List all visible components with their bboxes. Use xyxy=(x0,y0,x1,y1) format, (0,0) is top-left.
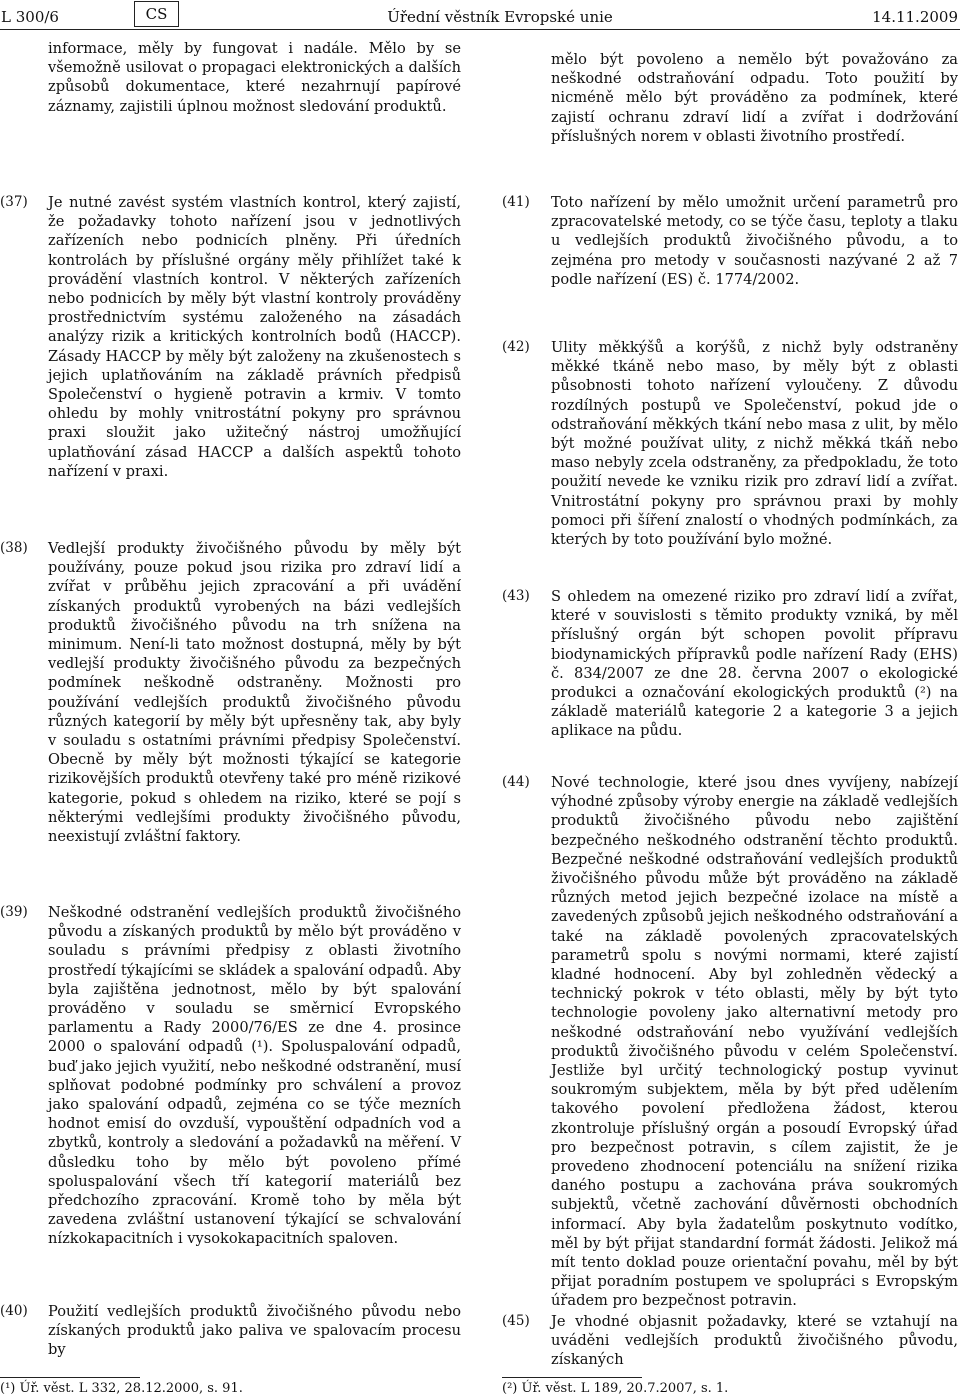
footnote: (²) Úř. věst. L 189, 20.7.2007, s. 1. xyxy=(502,1381,729,1396)
recital-number: (39) xyxy=(0,904,28,920)
page-header xyxy=(0,0,960,34)
recital-number: (41) xyxy=(502,194,530,210)
footnote-rule xyxy=(0,1377,140,1378)
journal-title: Úřední věstník Evropské unie xyxy=(387,8,613,26)
page-reference: L 300/6 xyxy=(1,8,59,26)
footnote-rule xyxy=(502,1377,642,1378)
recital-text: Je vhodné objasnit požadavky, které se vztahují na uváděni vedlejších produktů živočišného původu, získaných xyxy=(551,1313,958,1369)
issue-date: 14.11.2009 xyxy=(872,8,958,26)
recital-text: Vedlejší produkty živočišného původu by měly být používány, pouze pokud jsou rizika pro zdraví lidí a zvířat v průběhu jejich zpracování a při uvádění získaných produktů vyrobených na bázi vedlejších produktů živočišného původu na trh snížena na minimum. Není-li tato možnost dostupná, měly by být vedlejší produkty živočišného původu za bezpečných podmínek neškodně odstraněny. Možnosti pro používání vedlejších produktů živočišného původu různých kategorií by měly být upřesněny tak, aby byly v souladu s ostatními právními předpisy Společenství. Obecně by měly být možnosti týkající se kategorie rizikovějších produktů otevřeny také pro méně rizikové kategorie, pokud s ohledem na riziko, které se pojí s některými vedlejšími produkty živočišného původu, neexistují zvláštní faktory. xyxy=(48,540,461,846)
recital-text: Nové technologie, které jsou dnes vyvíjeny, nabízejí výhodné způsoby výroby energie na základě vedlejších produktů živočišného původu nebo zajištění bezpečného neškodného odstranění těchto produktů. Bezpečné neškodné odstraňování vedlejších produktů živočišného původu může být prováděno na základě různých metod jejich bezpečné izolace na místě a zavedených způsobů jejich neškodného odstraňování a také na základě povolených zpracovatelských parametrů spolu s novými normami, které zajistí kladné hodnocení. Aby byl zohledněn vědecký a technický pokrok v této oblasti, měly by být tyto technologie povoleny jako alternativní metody pro neškodné odstraňování nebo využívání vedlejších produktů živočišného původu v celém Společenství. Jestliže byl určitý technologický postup vyvinut soukromým subjektem, měla by být před udělením takového povolení předložena žádost, kterou zkontroluje příslušný orgán a posoudí Evropský úřad pro bezpečnost potravin, s cílem zajistit, že je provedeno zhodnocení potenciálu na snížení rizika daného postupu a zachována práva soukromých subjektů, včetně zachování důvěrnosti obchodních informací. Aby byla žadatelům poskytnuto vodítko, měl by být přijat standardní formát žádosti. Jelikož má mít tento doklad pouze orientační povahu, měl by být přijat poradním postupem ve spolupráci s Evropským úřadem pro bezpečnost potravin. xyxy=(551,774,958,1310)
left-continuation-text: informace, měly by fungovat i nadále. Mělo by se všemožně usilovat o propagaci elektronických a dalších způsobů dokumentace, které nezahrnují papírové záznamy, zajistili úplnou možnost sledování produktů. xyxy=(48,40,461,115)
recital-text: Neškodné odstranění vedlejších produktů živočišného původu a získaných produktů by mělo být prováděno v souladu s právními předpisy z oblasti životního prostředí týkajícími se skládek a spalování odpadů. Aby byla zajištěna jednotnost, mělo by být spalování prováděno v souladu se směrnicí Evropského parlamentu a Rady 2000/76/ES ze dne 4. prosince 2000 o spalování odpadů (¹). Spoluspalování odpadů, buď jako jejich využití, nebo neškodné odstranění, musí splňovat podobné podmínky pro schválení a provoz jako spalování odpadů, zejména co se týče mezních hodnot emisí do ovzduší, vypouštění odpadních vod a zbytků, kontroly a sledování a požadavků na měření. V důsledku toho by mělo být povoleno přímé spoluspalování všech tří kategorií materiálů bez předchozího zpracování. Kromě toho by měla být zavedena zvláštní ustanovení týkající se schvalování nízkokapacitních i vysokokapacitních spaloven. xyxy=(48,904,461,1248)
recital-number: (40) xyxy=(0,1303,28,1319)
recital-number: (37) xyxy=(0,194,28,210)
recital-number: (43) xyxy=(502,588,530,604)
recital-number: (42) xyxy=(502,339,530,355)
recital-text: Toto nařízení by mělo umožnit určení parametrů pro zpracovatelské metody, co se týče času, teploty a tlaku u vedlejších produktů živočišného původu, a to zejména pro metody v současnosti nazývané 2 až 7 podle nařízení (ES) č. 1774/2002. xyxy=(551,194,958,288)
footnote: (¹) Úř. věst. L 332, 28.12.2000, s. 91. xyxy=(0,1381,243,1396)
recital-number: (38) xyxy=(0,540,28,556)
recital-text: Ulity měkkýšů a korýšů, z nichž byly odstraněny měkké tkáně nebo maso, by měly být z oblasti působnosti tohoto nařízení vyloučeny. Z důvodu rozdílných postupů ve Společenství, pokud jde o odstraňování měkkých tkání nebo masa z ulit, by mělo být možné používat ulity, z nichž měkká tkáň nebo maso nebyly zcela odstraněny, za předpokladu, že toto použití nevede ke vzniku rizik pro zdraví lidí a zvířat. Vnitrostátní pokyny pro správnou praxi by mohly pomoci při šíření znalostí o vhodných podmínkách, za kterých by toto používání bylo možné. xyxy=(551,339,958,549)
recital-text: S ohledem na omezené riziko pro zdraví lidí a zvířat, které v souvislosti s těmito produkty vzniká, by měl příslušný orgán být schopen povolit přípravu biodynamických přípravků podle nařízení Rady (EHS) č. 834/2007 ze dne 28. června 2007 o ekologické produkci a označování ekologických produktů (²) na základě materiálů kategorie 2 a kategorie 3 a jejich aplikace na půdu. xyxy=(551,588,958,740)
right-continuation-text: mělo být povoleno a nemělo být považováno za neškodné odstraňování odpadu. Toto použití by nicméně mělo být prováděno za podmínek, které zajistí ochranu zdraví lidí a zvířat i dodržování příslušných norem v oblasti životního prostředí. xyxy=(551,51,958,145)
recital-number: (45) xyxy=(502,1313,530,1329)
header-rule xyxy=(0,29,960,30)
recital-number: (44) xyxy=(502,774,530,790)
recital-text: Použití vedlejších produktů živočišného původu nebo získaných produktů jako paliva ve spalovacím procesu by xyxy=(48,1303,461,1359)
language-code-box: CS xyxy=(134,1,179,27)
recital-text: Je nutné zavést systém vlastních kontrol, který zajistí, že požadavky tohoto nařízení jsou v jednotlivých zařízeních nebo podnicích plněny. Při úředních kontrolách by příslušné orgány měly přihlížet také k provádění vlastních kontrol. V některých zařízeních nebo podnicích by měly být vlastní kontroly prováděny prostřednictvím systému založeného na zásadách analýzy rizik a kritických kontrolních bodů (HACCP). Zásady HACCP by měly být založeny na zkušenostech s jejich uplatňováním na základě právních předpisů Společenství o hygieně potravin a krmiv. V tomto ohledu by mohly vnitrostátní pokyny pro správnou praxi sloužit jako užitečný nástroj umožňující uplatňování zásad HACCP a dalších aspektů tohoto nařízení v praxi. xyxy=(48,194,461,480)
